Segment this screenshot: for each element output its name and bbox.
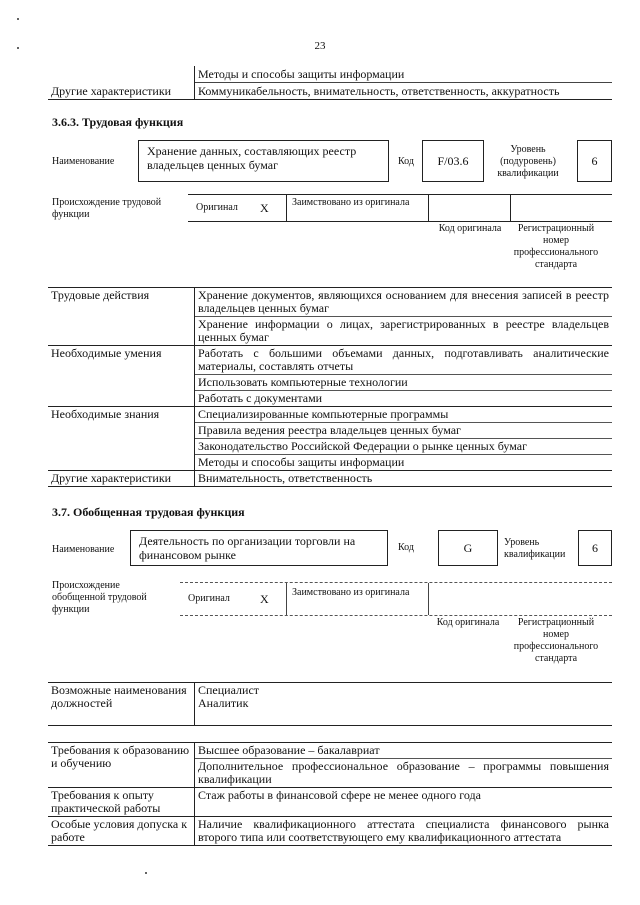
row-item: Хранение документов, являющихся основанием для внесения записей в реестр владельцев ценных бумаг xyxy=(195,288,613,317)
code-original-label: Код оригинала xyxy=(438,223,502,234)
page-number: 23 xyxy=(314,40,326,52)
row-item: Наличие квалификационного аттестата специалиста финансового рынка второго типа или соответствующего ему квалификационного аттестата xyxy=(195,817,613,846)
table-row xyxy=(48,346,612,375)
section-heading: 3.6.3. Трудовая функция xyxy=(52,115,184,129)
code-label: Код xyxy=(398,156,414,167)
row-label: Другие характеристики xyxy=(48,471,195,487)
top-continuation-table xyxy=(48,66,612,100)
level-value: 6 xyxy=(592,541,598,555)
table-row xyxy=(48,471,612,487)
requirements-table xyxy=(48,742,612,846)
table-row xyxy=(48,407,612,423)
position-item: Аналитик xyxy=(198,696,249,710)
row-item: Дополнительное профессиональное образование – программы повышения квалификации xyxy=(198,759,609,786)
row-item: Хранение информации о лицах, зарегистрированных в реестре владельцев ценных бумаг xyxy=(198,317,609,344)
row-label: Требования к образованию и обучению xyxy=(48,743,195,788)
code-label: Код xyxy=(398,542,414,553)
row-value: Методы и способы защиты информации xyxy=(195,66,613,83)
level-label: Уровень квалификации xyxy=(504,537,566,560)
level-value: 6 xyxy=(591,154,598,168)
code-value-box xyxy=(422,140,484,182)
section-heading: 3.7. Обобщенная трудовая функция xyxy=(52,505,245,519)
table-row xyxy=(48,788,612,817)
name-label: Наименование xyxy=(52,156,115,167)
row-item: Высшее образование – бакалавриат xyxy=(195,743,613,759)
origin-table xyxy=(180,582,612,616)
labor-function-table xyxy=(48,287,612,487)
row-label: Особые условия допуска к работе xyxy=(48,817,195,846)
code-value: F/03.6 xyxy=(437,154,469,168)
row-item: Использовать компьютерные технологии xyxy=(195,375,613,391)
borrowed-label: Заимствовано из оригинала xyxy=(292,587,410,598)
origin-label: Происхождение трудовой функции xyxy=(52,197,162,220)
row-label: Другие характеристики xyxy=(48,83,195,100)
row-item: Законодательство Российской Федерации о рынке ценных бумаг xyxy=(195,439,613,455)
level-value-box xyxy=(577,140,612,182)
table-row xyxy=(48,683,612,726)
row-label: Возможные наименования должностей xyxy=(48,683,195,726)
reg-number-label: Регистрационный номер профессионального стандарта xyxy=(513,617,599,664)
original-mark: X xyxy=(260,592,269,606)
code-value: G xyxy=(463,541,473,555)
original-label: Оригинал xyxy=(188,593,230,604)
name-value-box xyxy=(138,140,389,182)
row-item: Специализированные компьютерные программы xyxy=(195,407,613,423)
original-label: Оригинал xyxy=(196,202,238,213)
row-label: Трудовые действия xyxy=(48,288,195,346)
row-label: Требования к опыту практической работы xyxy=(48,788,195,817)
name-label: Наименование xyxy=(52,544,115,555)
row-item: Работать с большими объемами данных, подготавливать аналитические материалы, составлять отчеты xyxy=(195,346,613,375)
level-label: Уровень (подуровень) квалификации xyxy=(497,144,559,179)
scan-dot xyxy=(17,18,19,20)
table-row xyxy=(48,743,612,759)
positions-table xyxy=(48,682,612,726)
borrowed-label: Заимствовано из оригинала xyxy=(292,197,410,208)
row-label xyxy=(48,66,195,83)
name-value-box xyxy=(130,530,388,566)
table-row xyxy=(48,83,612,100)
row-item: Работать с документами xyxy=(198,391,323,405)
reg-number-label: Регистрационный номер профессионального стандарта xyxy=(513,223,599,270)
origin-label: Происхождение обобщенной трудовой функции xyxy=(52,580,147,615)
row-label: Необходимые знания xyxy=(48,407,195,471)
code-original-label: Код оригинала xyxy=(436,617,500,628)
row-item: Правила ведения реестра владельцев ценных бумаг xyxy=(195,423,613,439)
table-row xyxy=(48,66,612,83)
row-item: Стаж работы в финансовой сфере не менее одного года xyxy=(195,788,613,817)
table-row xyxy=(48,817,612,846)
table-row xyxy=(48,288,612,317)
position-item: Специалист xyxy=(198,683,260,697)
scan-dot xyxy=(145,872,147,874)
row-item: Методы и способы защиты информации xyxy=(198,455,405,469)
name-value: Деятельность по организации торговли на финансовом рынке xyxy=(139,534,356,562)
original-mark: X xyxy=(260,201,269,215)
row-label: Необходимые умения xyxy=(48,346,195,407)
code-value-box xyxy=(438,530,498,566)
origin-table xyxy=(188,194,612,222)
level-value-box xyxy=(578,530,612,566)
row-value: Коммуникабельность, внимательность, ответственность, аккуратность xyxy=(195,83,613,100)
row-item: Внимательность, ответственность xyxy=(195,471,613,487)
name-value: Хранение данных, составляющих реестр владельцев ценных бумаг xyxy=(147,144,357,172)
